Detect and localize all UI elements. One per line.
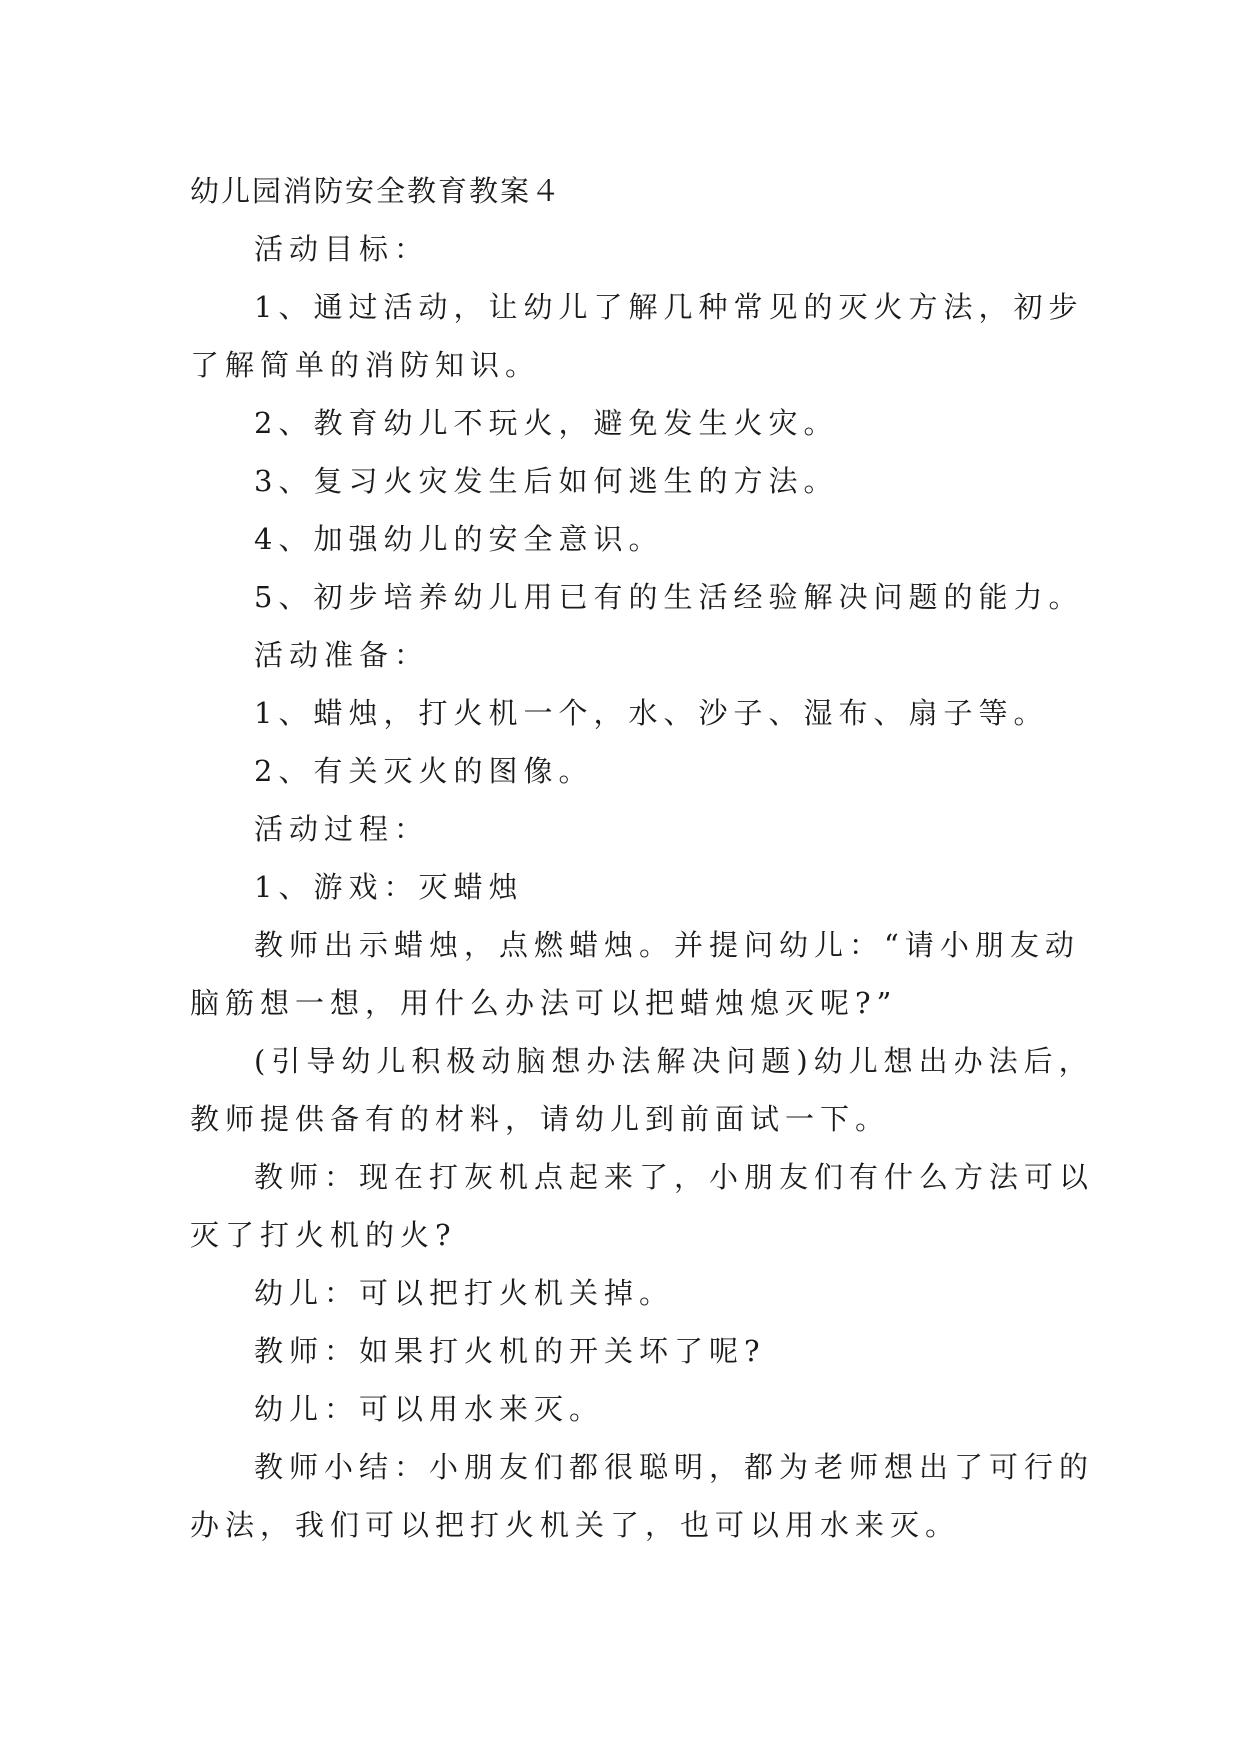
paragraph-line: 灭了打火机的火? [190,1218,457,1252]
paragraph-line: 教师：如果打火机的开关坏了呢? [254,1334,766,1368]
paragraph-line: 教师：现在打灰机点起来了，小朋友们有什么方法可以 [254,1160,1095,1194]
document-lines [190,220,1095,1554]
paragraph-line: 了解简单的消防知识。 [190,348,541,382]
paragraph-line: 活动准备： [254,638,430,672]
paragraph-line: 5、初步培养幼儿用已有的生活经验解决问题的能力。 [254,580,1084,614]
paragraph-line: 办法，我们可以把打火机关了，也可以用水来灭。 [190,1508,961,1542]
paragraph-line: 幼儿：可以用水来灭。 [254,1392,605,1426]
paragraph-line: 1、通过活动，让幼儿了解几种常见的灭火方法，初步 [254,290,1084,324]
paragraph-line: 4、加强幼儿的安全意识。 [254,522,664,556]
paragraph-line: (引导幼儿积极动脑想办法解决问题)幼儿想出办法后， [254,1044,1094,1078]
paragraph-line: 幼儿：可以把打火机关掉。 [254,1276,675,1310]
paragraph-line: 1、游戏：灭蜡烛 [254,870,524,904]
document-title: 幼儿园消防安全教育教案４ [190,174,563,208]
paragraph-line: 活动过程： [254,812,430,846]
paragraph-line: 1、蜡烛，打火机一个，水、沙子、湿布、扇子等。 [254,696,1049,730]
paragraph-line: 2、有关灭火的图像。 [254,754,594,788]
paragraph-line: 教师提供备有的材料，请幼儿到前面试一下。 [190,1102,891,1136]
paragraph-line: 3、复习火灾发生后如何逃生的方法。 [254,464,839,498]
paragraph-line: 活动目标： [254,232,430,266]
paragraph-line: 脑筋想一想，用什么办法可以把蜡烛熄灭呢?” [190,986,898,1020]
paragraph-line: 教师出示蜡烛，点燃蜡烛。并提问幼儿：“请小朋友动 [254,928,1080,962]
paragraph-line: 教师小结：小朋友们都很聪明，都为老师想出了可行的 [254,1450,1095,1484]
paragraph-line: 2、教育幼儿不玩火，避免发生火灾。 [254,406,839,440]
document-body [190,162,1095,1554]
